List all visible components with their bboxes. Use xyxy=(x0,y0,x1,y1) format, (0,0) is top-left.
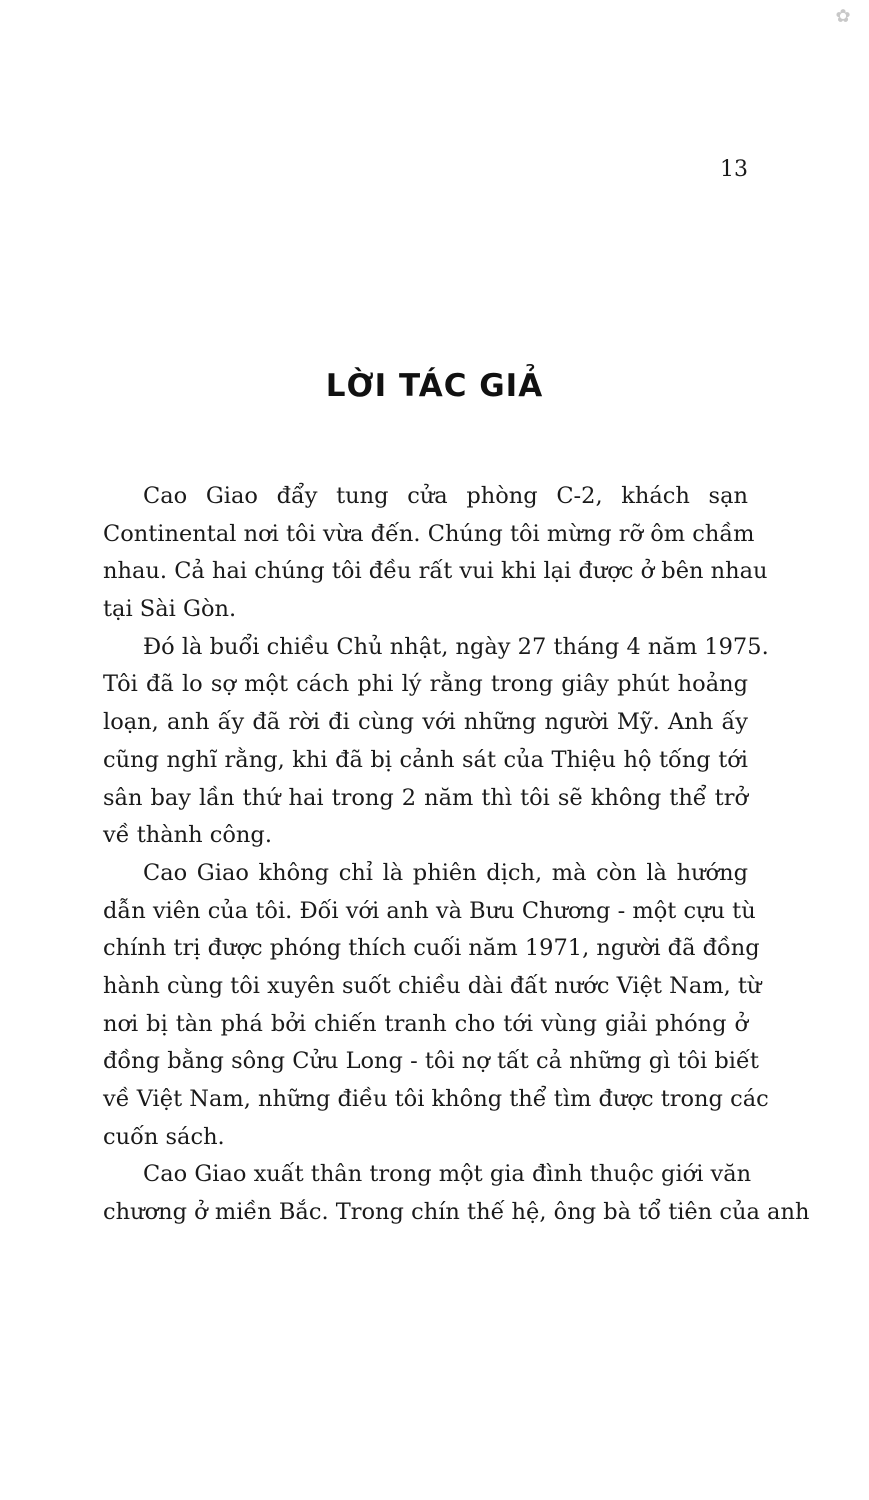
text-line: về thành công. xyxy=(103,822,272,849)
flower-ornament-icon: ✿ xyxy=(835,6,851,27)
text-line: đồng bằng sông Cửu Long - tôi nợ tất cả những gì tôi biết xyxy=(103,1048,759,1075)
text-line: Đó là buổi chiều Chủ nhật, ngày 27 tháng 4 năm 1975. xyxy=(143,633,769,660)
text-line: Cao Giao không chỉ là phiên dịch, mà còn là hướng xyxy=(143,859,748,886)
text-line: Tôi đã lo sợ một cách phi lý rằng trong giây phút hoảng xyxy=(103,671,748,698)
body-text xyxy=(103,478,810,1232)
text-line: Continental nơi tôi vừa đến. Chúng tôi mừng rỡ ôm chầm xyxy=(103,520,755,547)
text-line: hành cùng tôi xuyên suốt chiều dài đất nước Việt Nam, từ xyxy=(103,972,762,999)
text-line: dẫn viên của tôi. Đối với anh và Bưu Chương - một cựu tù xyxy=(103,897,756,924)
text-line: tại Sài Gòn. xyxy=(103,596,237,623)
text-line: nhau. Cả hai chúng tôi đều rất vui khi lại được ở bên nhau xyxy=(103,558,768,585)
text-line: chính trị được phóng thích cuối năm 1971, người đã đồng xyxy=(103,935,760,962)
text-line: loạn, anh ấy đã rời đi cùng với những người Mỹ. Anh ấy xyxy=(103,709,748,736)
text-line: nơi bị tàn phá bởi chiến tranh cho tới vùng giải phóng ở xyxy=(103,1010,748,1037)
text-line: sân bay lần thứ hai trong 2 năm thì tôi sẽ không thể trở xyxy=(103,784,748,811)
paragraph xyxy=(103,478,768,629)
paragraph xyxy=(103,1156,810,1231)
text-line: cuốn sách. xyxy=(103,1123,225,1150)
text-line: Cao Giao đẩy tung cửa phòng C-2, khách sạn xyxy=(143,483,748,509)
text-line: chương ở miền Bắc. Trong chín thế hệ, ông bà tổ tiên của anh xyxy=(103,1199,810,1226)
paragraph xyxy=(103,855,769,1157)
paragraph xyxy=(103,629,769,855)
text-line: cũng nghĩ rằng, khi đã bị cảnh sát của Thiệu hộ tống tới xyxy=(103,746,748,773)
text-line: về Việt Nam, những điều tôi không thể tìm được trong các xyxy=(103,1086,769,1112)
chapter-title: LỜI TÁC GIẢ xyxy=(325,368,544,404)
text-line: Cao Giao xuất thân trong một gia đình thuộc giới văn xyxy=(143,1161,752,1188)
page-number: 13 xyxy=(720,157,748,182)
